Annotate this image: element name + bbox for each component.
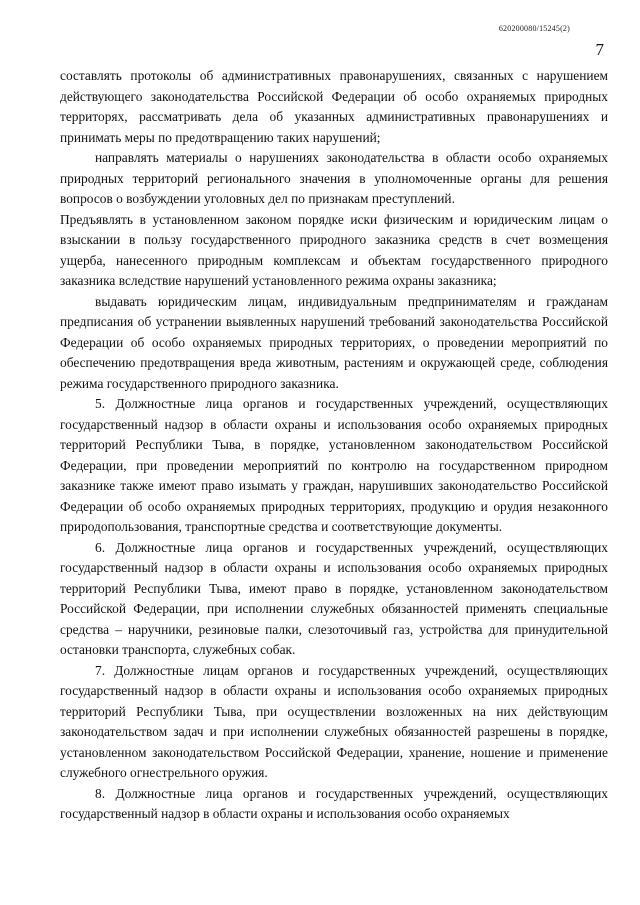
paragraph-item-8: 8. Должностные лица органов и государственных учреждений, осуществляющих государственный надзор в области охраны и использования особо охраняемых xyxy=(60,785,608,821)
paragraph-item-7: 7. Должностные лицам органов и государственных учреждений, осуществляющих государственный надзор в области охраны и использования особо охраняемых природных территорий Республики Тыва, при осуществлении возложенных на них действующим законодательством задач и при исполнении служебных обязанностей разрешены в порядке, установленном законодательством Российской Федерации, хранение, ношение и применение служебного огнестрельного оружия. xyxy=(60,662,608,780)
paragraph-protocols: составлять протоколы об административных правонарушениях, связанных с нарушением действующего законодательства Российской Федерации об особо охраняемых природных территорях, рассматривать дела об указанных административных правонарушениях и принимать меры по предотвращению таких нарушений; xyxy=(60,68,608,145)
document-id: 620200080/15245(2) xyxy=(498,24,570,33)
paragraph-orders: выдавать юридическим лицам, индивидуальным предпринимателям и гражданам предписания об устранении выявленных нарушений требований законодательства Российской Федерации об особо охраняемых природных территориях, о проведении мероприятий по обеспечению предотвращения вреда животным, растениям и окружающей среде, соблюдения режима государственного природного заказника. xyxy=(60,293,608,391)
paragraph-item-6: 6. Должностные лица органов и государственных учреждений, осуществляющих государственный надзор в области охраны и использования особо охраняемых природных территорий Республики Тыва, имеют право в порядке, установленном законодательством Российской Федерации, при исполнении служебных обязанностей применять специальные средства – наручники, резиновые палки, слезоточивый газ, устройства для принудительной остановки транспорта, служебных собак. xyxy=(60,539,608,657)
document-body xyxy=(60,66,608,825)
paragraph-claims: Предъявлять в установленном законом порядке иски физическим и юридическим лицам о взыскании в пользу государственного природного заказника средств в счет возмещения ущерба, нанесенного природным комплексам и объектам государственного природного заказника вследствие нарушений установленного режима охраны заказника; xyxy=(60,211,608,288)
paragraph-send-materials: направлять материалы о нарушениях законодательства в области особо охраняемых природных территорий регионального значения в уполномоченные органы для решения вопросов о возбуждении уголовных дел по признакам преступлений. xyxy=(60,150,608,206)
paragraph-item-5: 5. Должностные лица органов и государственных учреждений, осуществляющих государственный надзор в области охраны и использования особо охраняемых природных территорий Республики Тыва, в порядке, установленном законодательством Российской Федерации, при проведении мероприятий по контролю на государственном природном заказнике также имеют право изымать у граждан, нарушивших законодательство Российской Федерации об особо охраняемых природных территориях, продукцию и орудия незаконного природопользования, транспортные средства и соответствующие документы. xyxy=(60,396,608,534)
page-number: 7 xyxy=(595,40,604,59)
